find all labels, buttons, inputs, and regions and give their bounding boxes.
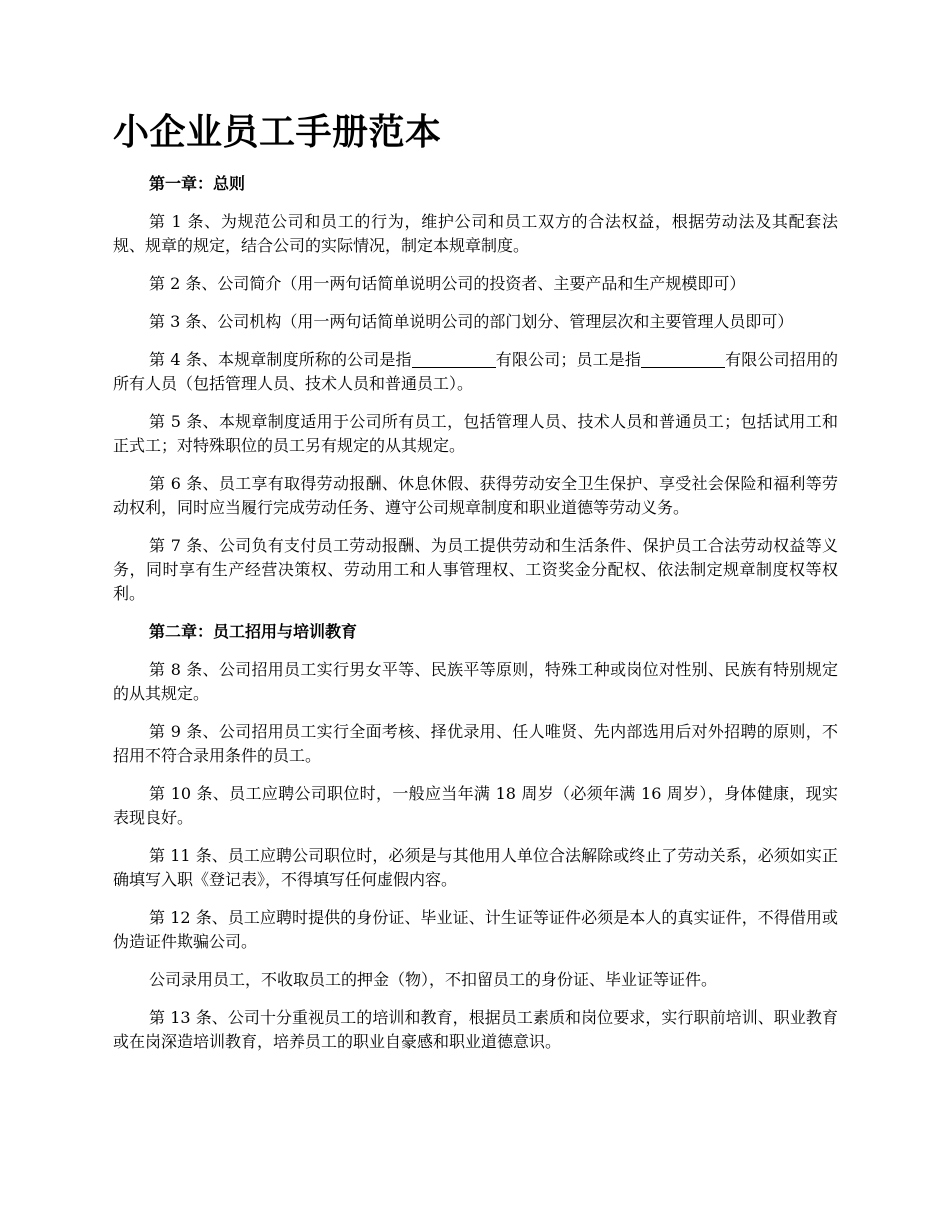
article-10: 第 10 条、员工应聘公司职位时，一般应当年满 18 周岁（必须年满 16 周岁），身体健康，现实表现良好。 <box>113 784 838 827</box>
document-title: 小企业员工手册范本 <box>113 111 442 153</box>
company-name-blank-2 <box>641 349 725 368</box>
article-4-part-1: 第 4 条、本规章制度所称的公司是指 <box>149 350 412 369</box>
article-6: 第 6 条、员工享有取得劳动报酬、休息休假、获得劳动安全卫生保护、享受社会保险和福利等劳动权利，同时应当履行完成劳动任务、遵守公司规章制度和职业道德等劳动义务。 <box>113 474 838 517</box>
chapter-2-heading: 第二章：员工招用与培训教育 <box>149 622 358 641</box>
article-5: 第 5 条、本规章制度适用于公司所有员工，包括管理人员、技术人员和普通员工；包括试用工和正式工；对特殊职位的员工另有规定的从其规定。 <box>113 412 838 455</box>
article-4-part-2: 有限公司；员工是指 <box>495 350 642 369</box>
article-2: 第 2 条、公司简介（用一两句话简单说明公司的投资者、主要产品和生产规模即可） <box>149 274 746 293</box>
article-3: 第 3 条、公司机构（用一两句话简单说明公司的部门划分、管理层次和主要管理人员即可） <box>149 312 794 331</box>
article-8: 第 8 条、公司招用员工实行男女平等、民族平等原则，特殊工种或岗位对性别、民族有特别规定的从其规定。 <box>113 660 838 703</box>
chapter-1-heading: 第一章：总则 <box>149 174 246 193</box>
article-13: 第 13 条、公司十分重视员工的培训和教育，根据员工素质和岗位要求，实行职前培训、职业教育或在岗深造培训教育，培养员工的职业自豪感和职业道德意识。 <box>113 1008 838 1051</box>
article-1: 第 1 条、为规范公司和员工的行为，维护公司和员工双方的合法权益，根据劳动法及其配套法规、规章的规定，结合公司的实际情况，制定本规章制度。 <box>113 212 838 255</box>
article-11: 第 11 条、员工应聘公司职位时，必须是与其他用人单位合法解除或终止了劳动关系，必须如实正确填写入职《登记表》，不得填写任何虚假内容。 <box>113 846 838 889</box>
article-4-part-3: 有限公司招用的所有人员（包括管理人员、技术人员和普通员工）。 <box>113 350 838 393</box>
article-7: 第 7 条、公司负有支付员工劳动报酬、为员工提供劳动和生活条件、保护员工合法劳动权益等义务，同时享有生产经营决策权、劳动用工和人事管理权、工资奖金分配权、依法制定规章制度权等权利。 <box>113 536 838 603</box>
article-4 <box>113 348 838 396</box>
article-12: 第 12 条、员工应聘时提供的身份证、毕业证、计生证等证件必须是本人的真实证件，不得借用或伪造证件欺骗公司。 <box>113 908 838 951</box>
document-page <box>113 108 838 1068</box>
article-12-note: 公司录用员工，不收取员工的押金（物），不扣留员工的身份证、毕业证等证件。 <box>149 970 718 989</box>
article-9: 第 9 条、公司招用员工实行全面考核、择优录用、任人唯贤、先内部选用后对外招聘的原则，不招用不符合录用条件的员工。 <box>113 722 838 765</box>
company-name-blank-1 <box>412 349 496 368</box>
